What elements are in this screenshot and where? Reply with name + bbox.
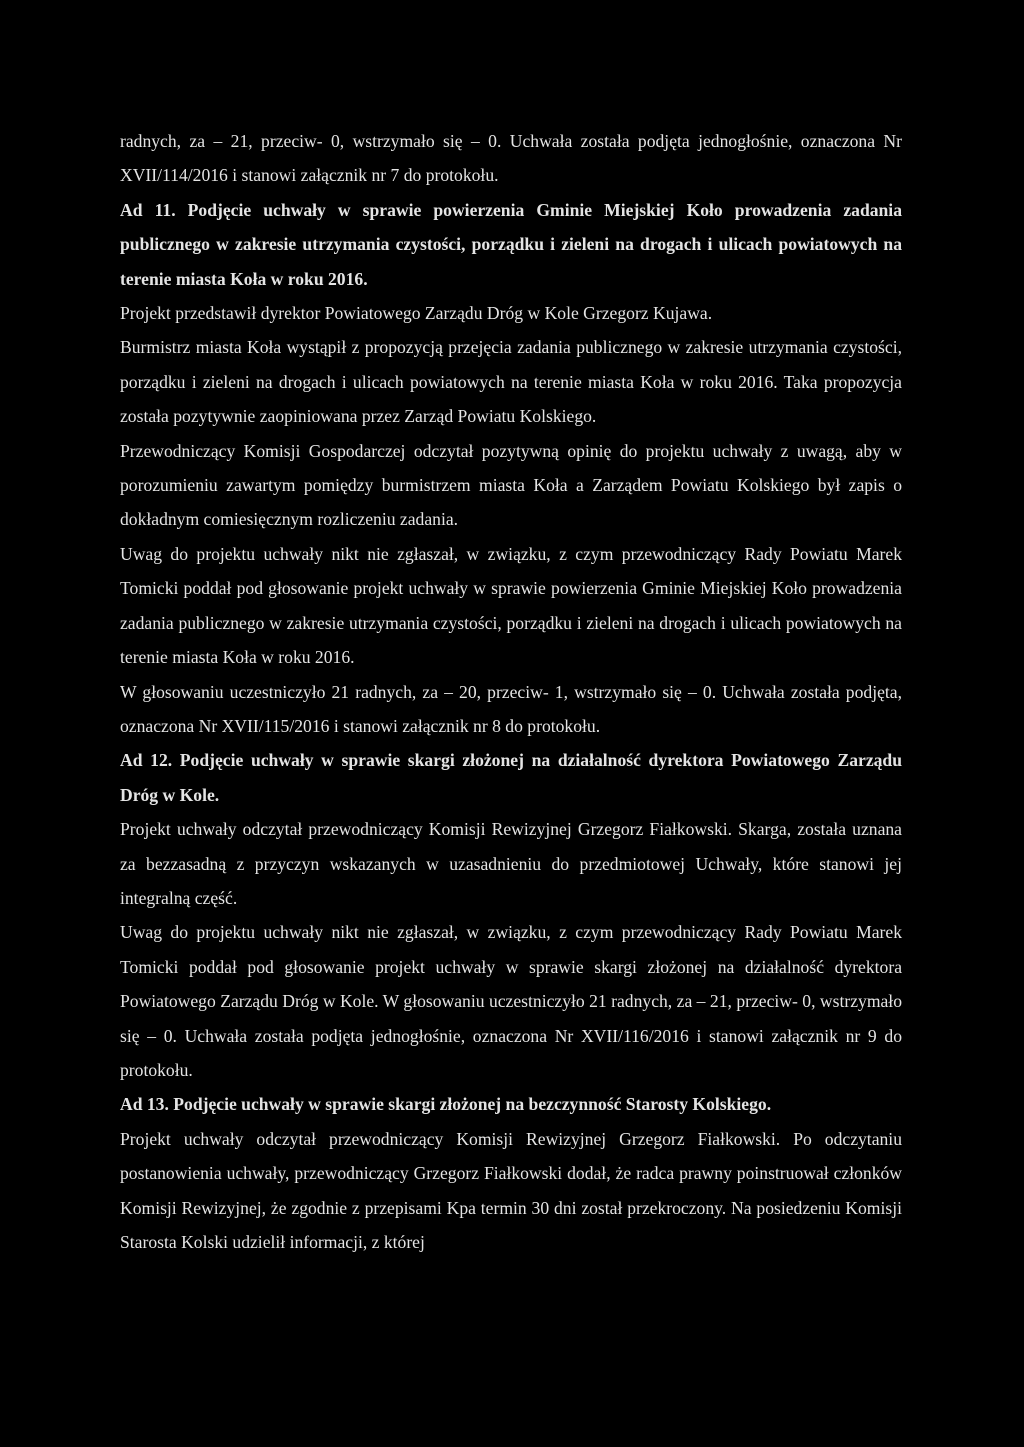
paragraph-vote-result-115: W głosowaniu uczestniczyło 21 radnych, za – 20, przeciw- 1, wstrzymało się – 0. Uchwała została podjęta, oznaczona Nr XVII/115/2016 i stanowi załącznik nr 8 do protokołu.	[120, 681, 902, 736]
agenda-item-12-heading: Ad 12. Podjęcie uchwały w sprawie skargi złożonej na działalność dyrektora Powiatowego Zarządu Dróg w Kole.	[120, 750, 902, 805]
document-page	[120, 124, 902, 1259]
paragraph-resolution-114: radnych, za – 21, przeciw- 0, wstrzymało się – 0. Uchwała została podjęta jednogłośnie, oznaczona Nr XVII/114/2016 i stanowi załącznik nr 7 do protokołu.	[120, 131, 902, 186]
agenda-item-13-heading: Ad 13. Podjęcie uchwały w sprawie skargi złożonej na bezczynność Starosty Kolskiego.	[120, 1094, 772, 1115]
paragraph-complaint-read: Projekt uchwały odczytał przewodniczący Komisji Rewizyjnej Grzegorz Fiałkowski. Skarga, została uznana za bezzasadną z przyczyn wskazanych w uzasadnieniu do przedmiotowej Uchwały, które stanowi jej integralną część.	[120, 819, 902, 908]
paragraph-vote-called-11: Uwag do projektu uchwały nikt nie zgłaszał, w związku, z czym przewodniczący Rady Powiatu Marek Tomicki poddał pod głosowanie projekt uchwały w sprawie powierzenia Gminie Miejskiej Koło prowadzenia zadania publicznego w zakresie utrzymania czystości, porządku i zieleni na drogach i ulicach powiatowych na terenie miasta Koła w roku 2016.	[120, 543, 902, 668]
paragraph-project-presented: Projekt przedstawił dyrektor Powiatowego Zarządu Dróg w Kole Grzegorz Kujawa.	[120, 303, 713, 324]
agenda-item-11-heading: Ad 11. Podjęcie uchwały w sprawie powierzenia Gminie Miejskiej Koło prowadzenia zadania publicznego w zakresie utrzymania czystości, porządku i zieleni na drogach i ulicach powiatowych na terenie miasta Koła w roku 2016.	[120, 199, 902, 289]
paragraph-vote-result-116: Uwag do projektu uchwały nikt nie zgłaszał, w związku, z czym przewodniczący Rady Powiatu Marek Tomicki poddał pod głosowanie projekt uchwały w sprawie skargi złożonej na działalność dyrektora Powiatowego Zarządu Dróg w Kole. W głosowaniu uczestniczyło 21 radnych, za – 21, przeciw- 0, wstrzymało się – 0. Uchwała została podjęta jednogłośnie, oznaczona Nr XVII/116/2016 i stanowi załącznik nr 9 do protokołu.	[120, 922, 902, 1080]
paragraph-mayor-proposal: Burmistrz miasta Koła wystąpił z propozycją przejęcia zadania publicznego w zakresie utrzymania czystości, porządku i zieleni na drogach i ulicach powiatowych na terenie miasta Koła w roku 2016. Taka propozycja została pozytywnie zaopiniowana przez Zarząd Powiatu Kolskiego.	[120, 337, 902, 427]
paragraph-complaint-inaction: Projekt uchwały odczytał przewodniczący Komisji Rewizyjnej Grzegorz Fiałkowski. Po odczytaniu postanowienia uchwały, przewodniczący Grzegorz Fiałkowski dodał, że radca prawny poinstruował członków Komisji Rewizyjnej, że zgodnie z przepisami Kpa termin 30 dni został przekroczony. Na posiedzeniu Komisji Starosta Kolski udzielił informacji, z której	[120, 1128, 902, 1252]
paragraph-committee-opinion: Przewodniczący Komisji Gospodarczej odczytał pozytywną opinię do projektu uchwały z uwagą, aby w porozumieniu zawartym pomiędzy burmistrzem miasta Koła a Zarządem Powiatu Kolskiego był zapis o dokładnym comiesięcznym rozliczeniu zadania.	[120, 440, 902, 530]
